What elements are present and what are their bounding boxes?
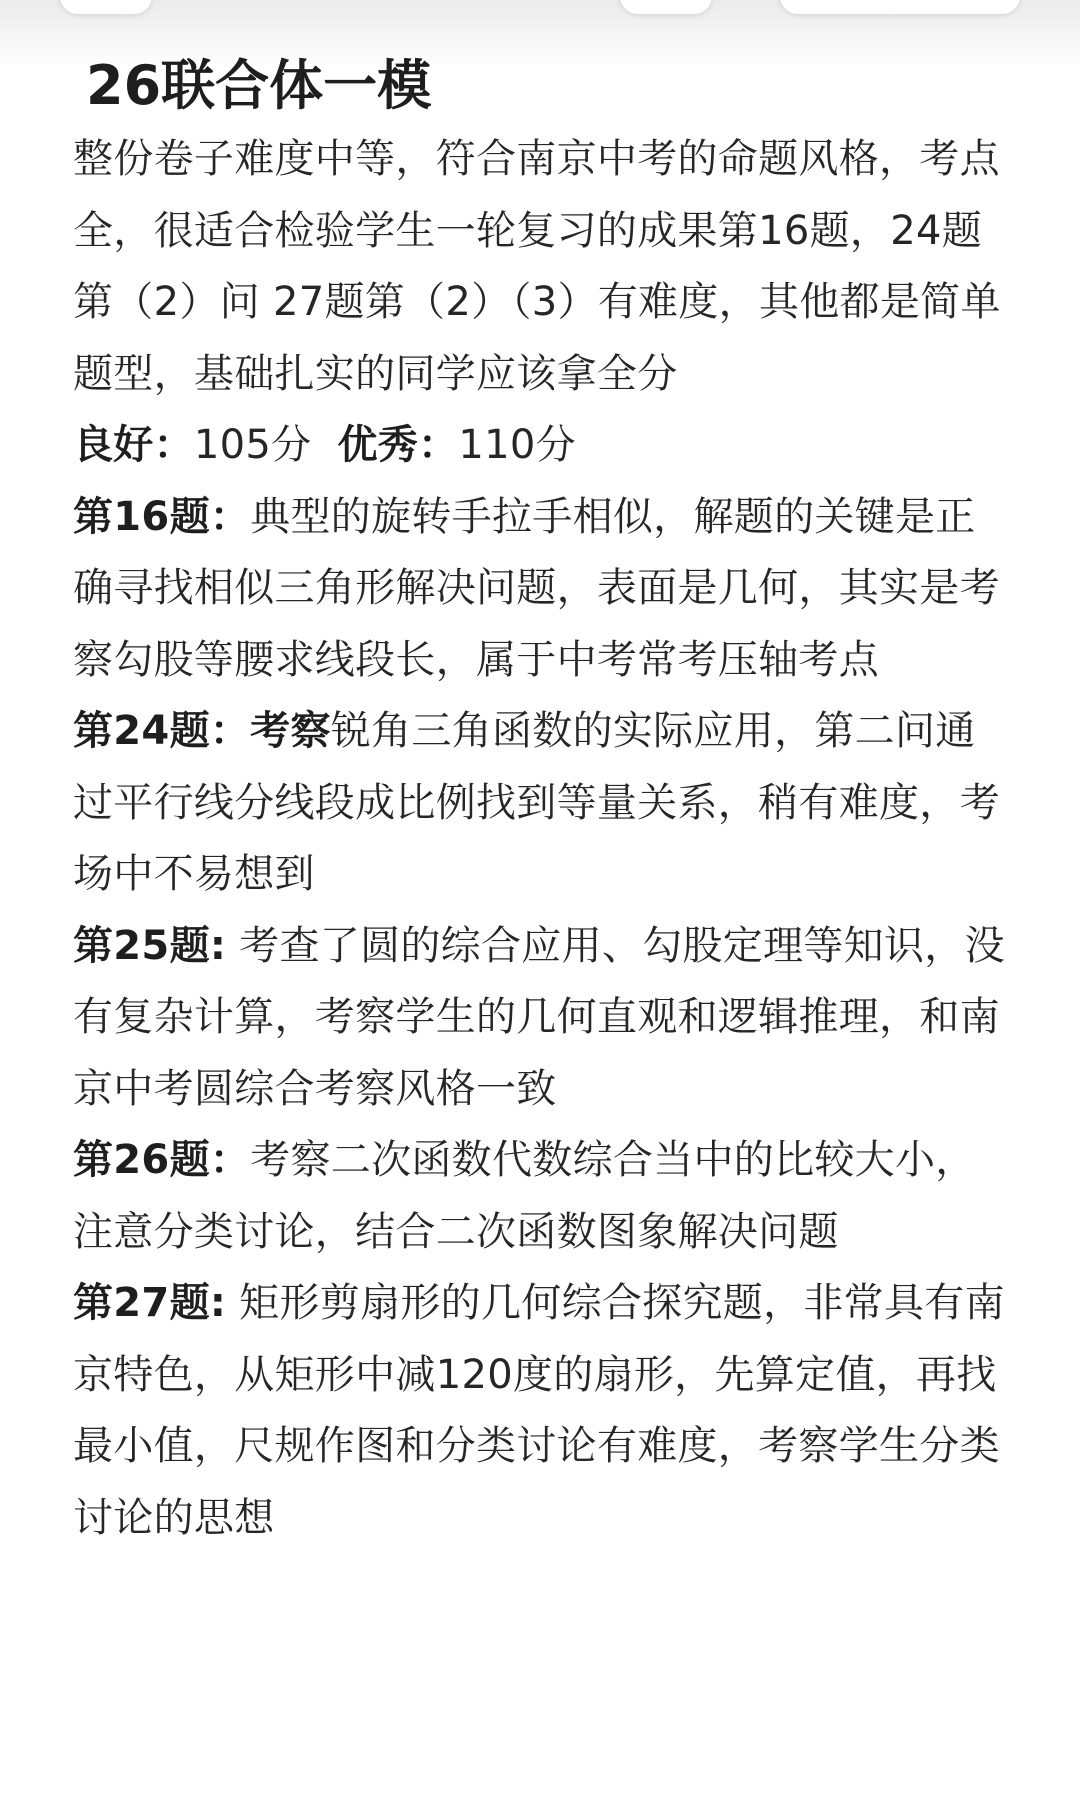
question-text: 典型的旋转手拉手相似，解题的关键是正确寻找相似三角形解决问题，表面是几何，其实是考察勾股等腰求线段长，属于中考常考压轴考点	[73, 493, 1000, 683]
question-27	[73, 1268, 1013, 1554]
question-text: 考查了圆的综合应用、勾股定理等知识，没有复杂计算，考察学生的几何直观和逻辑推理，和南京中考圆综合考察风格一致	[73, 922, 1005, 1112]
question-26	[73, 1125, 1013, 1268]
top-right-button[interactable]	[780, 0, 1020, 14]
question-text: 锐角三角函数的实际应用，第二问通过平行线分线段成比例找到等量关系，稍有难度，考场中不易想到	[73, 708, 1000, 897]
good-label: 良好：	[73, 422, 194, 468]
grade-line	[73, 410, 1013, 482]
question-24	[73, 696, 1013, 911]
note-content	[73, 48, 1013, 1554]
question-label: 第16题：	[73, 493, 251, 540]
question-text: 矩形剪扇形的几何综合探究题，非常具有南京特色，从矩形中减120度的扇形，先算定值，再找最小值，尺规作图和分类讨论有难度，考察学生分类讨论的思想	[73, 1280, 1005, 1541]
question-label: 第27题:	[73, 1280, 227, 1326]
question-label: 第25题:	[73, 922, 227, 969]
question-label: 第24题：考察	[73, 708, 331, 754]
good-value: 105分	[193, 422, 312, 468]
note-title: 26联合体一模	[86, 54, 432, 117]
excellent-label: 优秀：	[337, 422, 459, 468]
top-middle-button[interactable]	[620, 0, 712, 14]
top-left-button[interactable]	[60, 0, 152, 14]
excellent-value: 110分	[458, 422, 576, 468]
intro-paragraph: 整份卷子难度中等，符合南京中考的命题风格，考点全，很适合检验学生一轮复习的成果第16题，24题第（2）问 27题第（2）（3）有难度，其他都是简单题型，基础扎实的同学应该拿全分	[73, 136, 1001, 397]
question-16	[73, 482, 1013, 697]
question-text: 考察二次函数代数综合当中的比较大小，注意分类讨论，结合二次函数图象解决问题	[73, 1137, 976, 1255]
question-label: 第26题：	[73, 1137, 251, 1183]
question-25	[73, 911, 1013, 1126]
